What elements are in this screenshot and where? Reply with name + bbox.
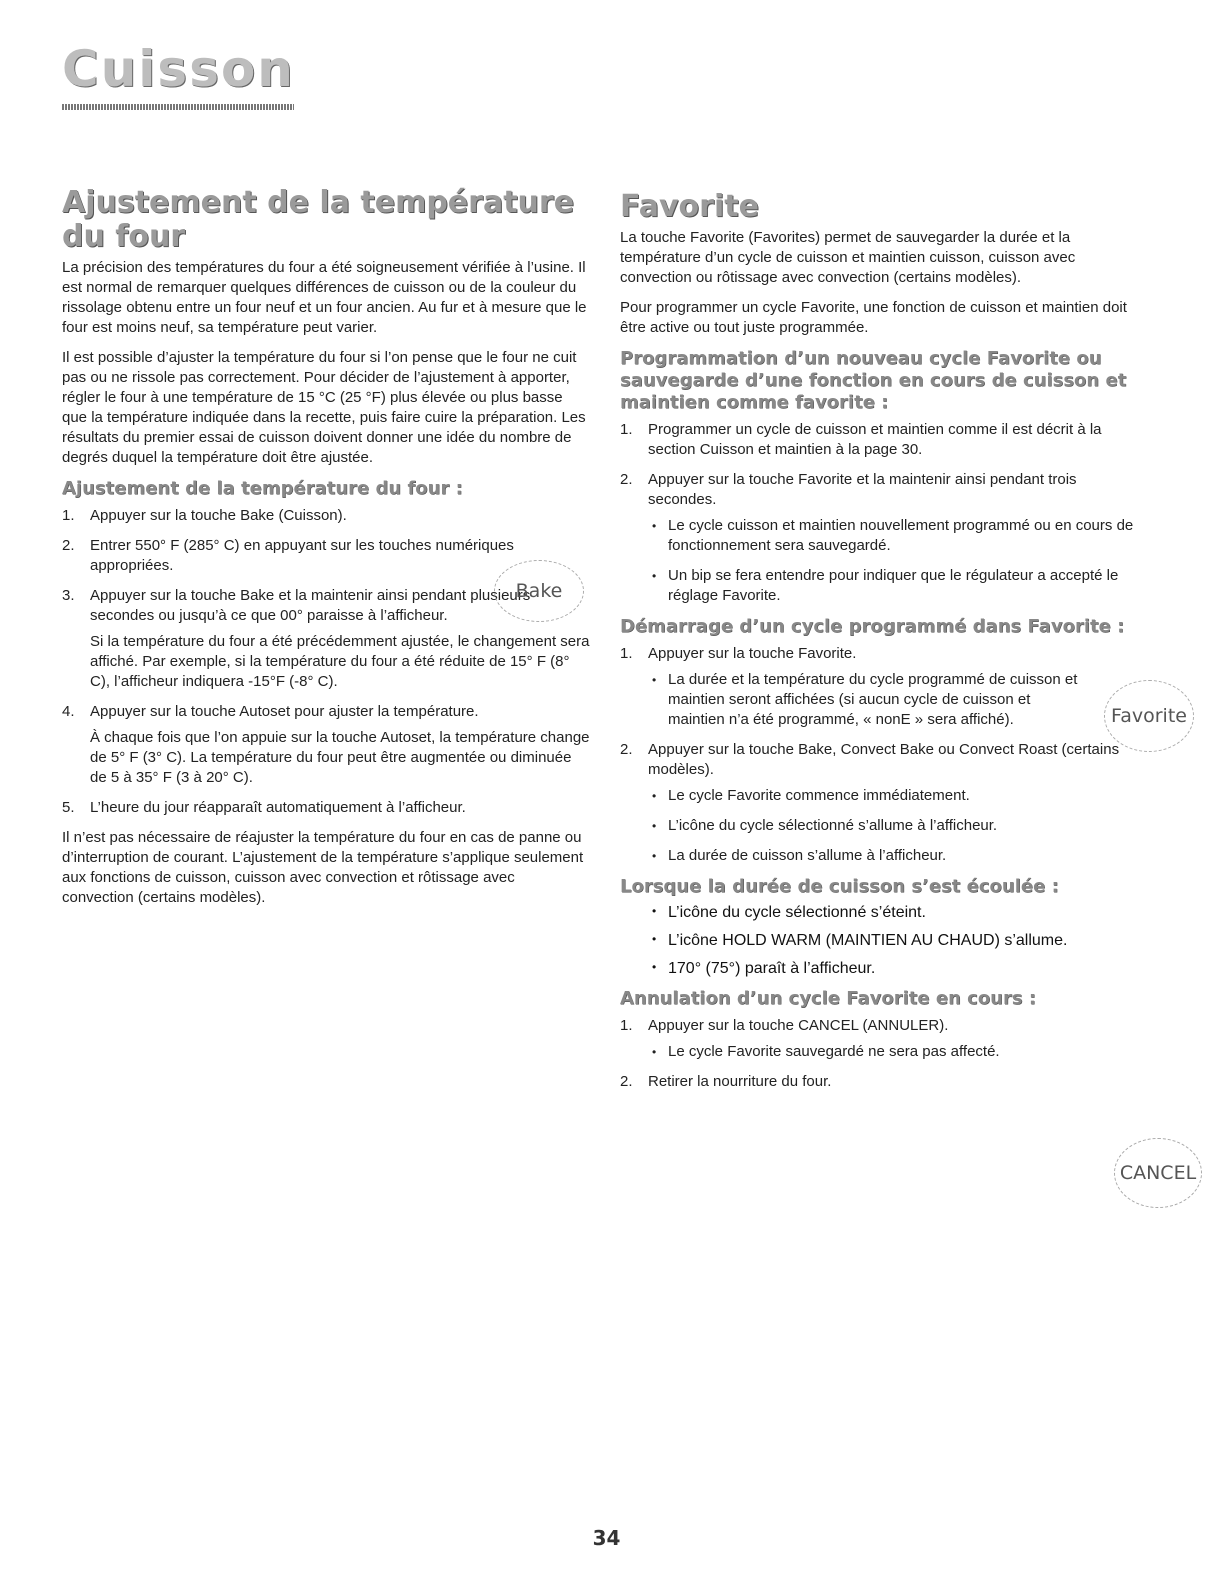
step-note: À chaque fois que l’on appuie sur la touche Autoset, la température change de 5° F (3° C). La température du four peut être augmentée ou diminuée de 5 à 35° F (3 à 20° C). — [90, 729, 590, 786]
list-item: 1. Appuyer sur la touche Favorite. • La durée et la température du cycle programmé de cuisson et maintien seront affichées (si aucun cycle de cuisson et maintien n’a été programmé, « nonE » sera affiché). — [620, 644, 1148, 730]
section-title: Cuisson — [62, 40, 295, 98]
sec1-heading: Programmation d’un nouveau cycle Favorite ou sauvegarde d’une fonction en cours de cuisson et maintien comme favorite : — [620, 348, 1127, 413]
bullet-item: • La durée et la température du cycle programmé de cuisson et maintien seront affichées (si aucun cycle de cuisson et maintien n’a été programmé, « nonE » sera affiché). — [648, 670, 1148, 730]
bullet-item: • La durée de cuisson s’allume à l’afficheur. — [648, 846, 1148, 866]
sec4-heading: Annulation d’un cycle Favorite en cours : — [620, 988, 1037, 1009]
bullet-item: • L’icône du cycle sélectionné s’éteint. — [648, 904, 1148, 922]
list-item: 2. Retirer la nourriture du four. — [620, 1073, 832, 1090]
page-number: 34 — [592, 1526, 621, 1550]
left-steps — [62, 506, 590, 818]
list-item: 5. L’heure du jour réapparaît automatiquement à l’afficheur. — [62, 799, 466, 816]
bullet-item: • 170° (75°) paraît à l’afficheur. — [648, 960, 1148, 978]
list-item: 1. Programmer un cycle de cuisson et maintien comme il est décrit à la section Cuisson et maintien à la page 30. — [620, 421, 1102, 458]
bullet-item: • Un bip se fera entendre pour indiquer que le régulateur a accepté le réglage Favorite. — [648, 566, 1148, 606]
list-item: 2. Appuyer sur la touche Bake, Convect Bake ou Convect Roast (certains modèles). • Le cycle Favorite commence immédiatement. • L’icône du cycle sélectionné s’allume à l’afficheur. • La durée de cuisson s’allume à l’afficheur. — [620, 740, 1148, 866]
header-rule — [62, 104, 294, 110]
list-item: 4. Appuyer sur la touche Autoset pour ajuster la température. À chaque fois que l’on appuie sur la touche Autoset, la température change de 5° F (3° C). La température du four peut être augmentée ou diminuée de 5 à 35° F (3 à 20° C). — [62, 703, 590, 786]
section-header — [62, 40, 295, 110]
left-intro-1: La précision des températures du four a été soigneusement vérifiée à l’usine. Il est normal de remarquer quelques différences de cuisson ou de la couleur du rissolage obtenu entre un four neuf et un four ancien. Au fur et à mesure que le four est moins neuf, sa température peut varier. — [62, 259, 587, 336]
left-subheading: Ajustement de la température du four : — [62, 478, 463, 499]
left-heading: Ajustement de la température du four — [62, 185, 575, 254]
left-column — [62, 186, 590, 918]
right-column — [620, 190, 1148, 1102]
bullet-item: • L’icône du cycle sélectionné s’allume à l’afficheur. — [648, 816, 1148, 836]
list-item: 2. Appuyer sur la touche Favorite et la maintenir ainsi pendant trois secondes. • Le cycle cuisson et maintien nouvellement programmé ou en cours de fonctionnement sera sauvegardé. • Un bip se fera entendre pour indiquer que le régulateur a accepté le réglage Favorite. — [620, 470, 1148, 606]
cancel-key-illustration: CANCEL — [1114, 1138, 1202, 1208]
left-intro-2: Il est possible d’ajuster la température du four si l’on pense que le four ne cuit pas ou ne rissole pas correctement. Pour décider de l’ajustement à apporter, régler le four à une température de 15 °C (25 °F) plus élevée ou plus basse que la température indiquée dans la recette, puis faire cuire la préparation. Les résultats du premier essai de cuisson doivent donner une idée du nombre de degrés duquel la température doit être ajustée. — [62, 349, 586, 466]
bake-key-illustration: Bake — [494, 560, 584, 622]
list-item: 3. Appuyer sur la touche Bake et la maintenir ainsi pendant plusieurs secondes ou jusqu’à ce que 00° paraisse à l’afficheur. Si la température du four a été précédemment ajustée, le changement sera affiché. Par exemple, si la température du four a été réduite de 15° F (8° C), l’afficheur indiquera -15°F (-8° C). — [62, 587, 590, 690]
sec3-heading: Lorsque la durée de cuisson s’est écoulée : — [620, 876, 1059, 897]
bullet-item: • Le cycle Favorite commence immédiatement. — [648, 786, 1148, 806]
bullet-item: • Le cycle cuisson et maintien nouvellement programmé ou en cours de fonctionnement sera sauvegardé. — [648, 516, 1148, 556]
right-intro-1: La touche Favorite (Favorites) permet de sauvegarder la durée et la température d’un cycle de cuisson et maintien cuisson, cuisson avec convection ou rôtissage avec convection (certains modèles). — [620, 229, 1076, 286]
right-intro-2: Pour programmer un cycle Favorite, une fonction de cuisson et maintien doit être active ou tout juste programmée. — [620, 299, 1127, 336]
right-heading: Favorite — [620, 189, 759, 224]
list-item: 2. Entrer 550° F (285° C) en appuyant sur les touches numériques appropriées. — [62, 537, 514, 574]
step-note: Si la température du four a été précédemment ajustée, le changement sera affiché. Par exemple, si la température du four a été réduite de 15° F (8° C), l’afficheur indiquera -15°F (-8° C). — [90, 633, 590, 690]
bullet-item: • Le cycle Favorite sauvegardé ne sera pas affecté. — [648, 1042, 1148, 1062]
list-item: 1. Appuyer sur la touche Bake (Cuisson). — [62, 507, 347, 524]
list-item: 1. Appuyer sur la touche CANCEL (ANNULER). • Le cycle Favorite sauvegardé ne sera pas affecté. — [620, 1016, 1148, 1062]
bullet-item: • L’icône HOLD WARM (MAINTIEN AU CHAUD) s’allume. — [648, 932, 1148, 950]
left-closing: Il n’est pas nécessaire de réajuster la température du four en cas de panne ou d’interruption de courant. L’ajustement de la température s’applique seulement aux fonctions de cuisson, cuisson avec convection et rôtissage avec convection (certains modèles). — [62, 829, 584, 906]
favorite-key-illustration: Favorite — [1104, 680, 1194, 752]
sec2-heading: Démarrage d’un cycle programmé dans Favorite : — [620, 616, 1125, 637]
